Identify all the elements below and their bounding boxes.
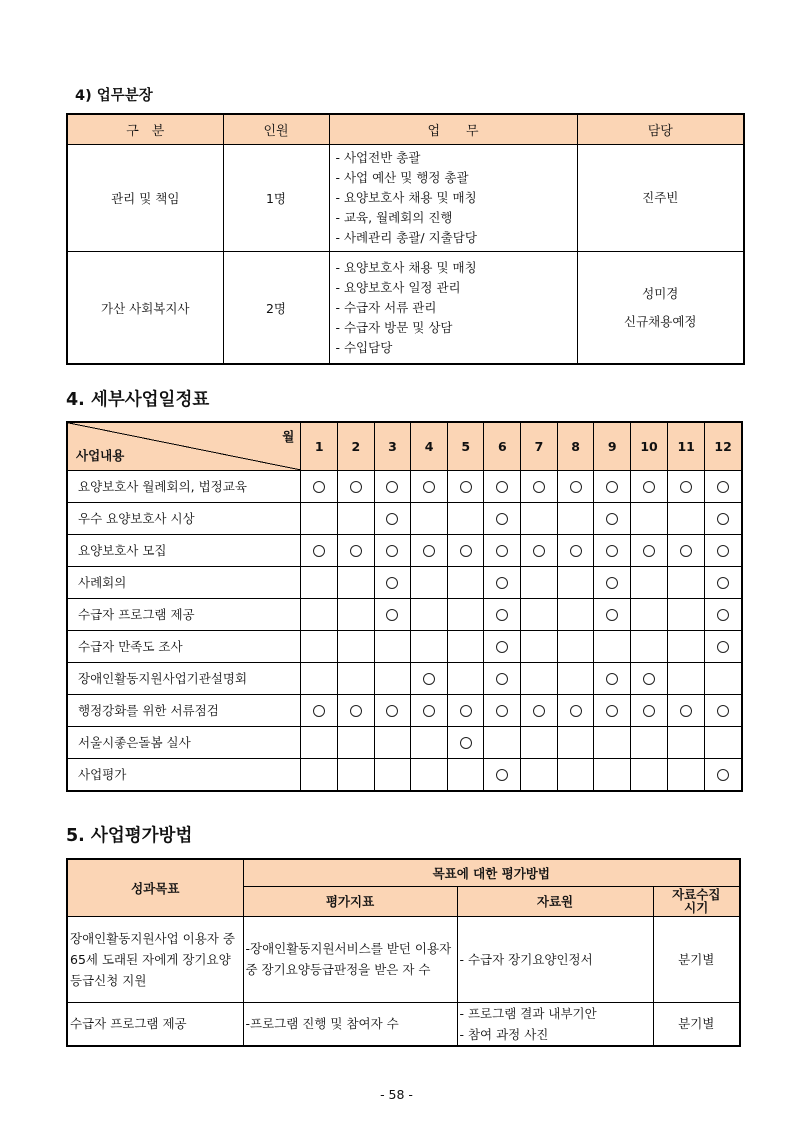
eval-row bbox=[67, 1002, 740, 1046]
month-header: 11 bbox=[668, 422, 705, 470]
schedule-month-cell bbox=[630, 502, 667, 534]
schedule-row bbox=[67, 534, 742, 566]
scheduled-mark-icon bbox=[350, 481, 362, 493]
schedule-month-cell bbox=[594, 502, 631, 534]
schedule-month-cell bbox=[447, 534, 484, 566]
month-header: 5 bbox=[447, 422, 484, 470]
duty-manager-name: 진주빈 bbox=[642, 190, 679, 205]
schedule-row bbox=[67, 566, 742, 598]
month-header: 1 bbox=[301, 422, 338, 470]
schedule-month-cell bbox=[337, 662, 374, 694]
month-header: 9 bbox=[594, 422, 631, 470]
scheduled-mark-icon bbox=[496, 513, 508, 525]
schedule-month-cell bbox=[705, 470, 742, 502]
scheduled-mark-icon bbox=[717, 513, 729, 525]
schedule-month-cell bbox=[557, 566, 594, 598]
schedule-month-cell bbox=[668, 694, 705, 726]
schedule-month-cell bbox=[374, 502, 411, 534]
schedule-row bbox=[67, 630, 742, 662]
eval-goal bbox=[67, 916, 243, 1002]
schedule-month-cell bbox=[705, 726, 742, 758]
schedule-month-cell bbox=[557, 598, 594, 630]
eval-row bbox=[67, 916, 740, 1002]
scheduled-mark-icon bbox=[423, 673, 435, 685]
schedule-month-cell bbox=[337, 694, 374, 726]
schedule-month-cell bbox=[484, 694, 521, 726]
schedule-month-cell bbox=[594, 694, 631, 726]
duty-task: - 수급자 서류 관리 bbox=[335, 299, 437, 315]
schedule-month-cell bbox=[705, 694, 742, 726]
scheduled-mark-icon bbox=[423, 545, 435, 557]
schedule-row bbox=[67, 758, 742, 791]
duty-category: 관리 및 책임 bbox=[67, 145, 223, 252]
duty-category: 가산 사회복지사 bbox=[67, 252, 223, 365]
schedule-month-cell bbox=[484, 470, 521, 502]
schedule-month-cell bbox=[411, 502, 448, 534]
schedule-month-cell bbox=[668, 598, 705, 630]
schedule-month-cell bbox=[411, 598, 448, 630]
scheduled-mark-icon bbox=[496, 545, 508, 557]
schedule-month-cell bbox=[447, 502, 484, 534]
eval-indicator-line: 중 장기요양등급판정을 받은 자 수 bbox=[245, 962, 431, 977]
month-header: 12 bbox=[705, 422, 742, 470]
schedule-month-cell bbox=[337, 630, 374, 662]
schedule-month-cell bbox=[484, 534, 521, 566]
schedule-month-cell bbox=[447, 758, 484, 791]
schedule-month-cell bbox=[594, 726, 631, 758]
duty-task: - 사업 예산 및 행정 총괄 bbox=[335, 170, 469, 185]
scheduled-mark-icon bbox=[643, 545, 655, 557]
duty-count: 1명 bbox=[223, 145, 329, 252]
schedule-month-cell bbox=[630, 630, 667, 662]
schedule-month-cell bbox=[557, 630, 594, 662]
schedule-month-cell bbox=[337, 598, 374, 630]
schedule-month-cell bbox=[374, 598, 411, 630]
schedule-month-cell bbox=[521, 758, 558, 791]
schedule-month-cell bbox=[484, 662, 521, 694]
schedule-month-cell bbox=[411, 470, 448, 502]
schedule-month-cell bbox=[337, 470, 374, 502]
schedule-month-cell bbox=[447, 662, 484, 694]
schedule-month-cell bbox=[374, 566, 411, 598]
schedule-month-cell bbox=[301, 534, 338, 566]
scheduled-mark-icon bbox=[386, 609, 398, 621]
eval-header-goal: 성과목표 bbox=[67, 859, 243, 916]
schedule-month-cell bbox=[301, 470, 338, 502]
month-header: 8 bbox=[557, 422, 594, 470]
schedule-month-cell bbox=[521, 694, 558, 726]
scheduled-mark-icon bbox=[717, 609, 729, 621]
schedule-month-cell bbox=[521, 726, 558, 758]
schedule-month-cell bbox=[594, 534, 631, 566]
scheduled-mark-icon bbox=[386, 705, 398, 717]
schedule-row bbox=[67, 662, 742, 694]
scheduled-mark-icon bbox=[496, 673, 508, 685]
eval-goal-line: 65세 도래된 자에게 장기요양 bbox=[70, 951, 231, 967]
schedule-month-cell bbox=[521, 598, 558, 630]
schedule-month-cell bbox=[374, 758, 411, 791]
schedule-body bbox=[67, 470, 742, 791]
scheduled-mark-icon bbox=[606, 545, 618, 557]
schedule-month-cell bbox=[301, 502, 338, 534]
duty-manager bbox=[577, 252, 744, 365]
scheduled-mark-icon bbox=[643, 481, 655, 493]
scheduled-mark-icon bbox=[460, 545, 472, 557]
schedule-month-cell bbox=[705, 662, 742, 694]
schedule-month-cell bbox=[301, 758, 338, 791]
schedule-month-cell bbox=[484, 630, 521, 662]
duty-manager-name: 성미경 bbox=[642, 285, 679, 301]
scheduled-mark-icon bbox=[570, 705, 582, 717]
schedule-month-cell bbox=[411, 534, 448, 566]
schedule-month-cell bbox=[374, 662, 411, 694]
eval-goal bbox=[67, 1002, 243, 1046]
schedule-month-cell bbox=[668, 662, 705, 694]
schedule-month-cell bbox=[301, 662, 338, 694]
month-header: 7 bbox=[521, 422, 558, 470]
scheduled-mark-icon bbox=[496, 481, 508, 493]
scheduled-mark-icon bbox=[717, 641, 729, 653]
schedule-month-cell bbox=[705, 598, 742, 630]
schedule-month-cell bbox=[521, 470, 558, 502]
schedule-month-cell bbox=[484, 566, 521, 598]
eval-header-source: 자료원 bbox=[457, 886, 653, 916]
scheduled-mark-icon bbox=[386, 545, 398, 557]
schedule-month-cell bbox=[521, 630, 558, 662]
schedule-month-cell bbox=[301, 630, 338, 662]
scheduled-mark-icon bbox=[717, 705, 729, 717]
duty-assignment-table bbox=[66, 113, 745, 365]
schedule-month-cell bbox=[337, 566, 374, 598]
schedule-month-cell bbox=[301, 566, 338, 598]
scheduled-mark-icon bbox=[460, 737, 472, 749]
schedule-month-cell bbox=[557, 694, 594, 726]
duty-header-row bbox=[67, 114, 744, 145]
evaluation-table bbox=[66, 858, 741, 1047]
schedule-item-name: 수급자 프로그램 제공 bbox=[67, 598, 301, 630]
schedule-month-cell bbox=[668, 534, 705, 566]
schedule-month-cell bbox=[484, 726, 521, 758]
duty-header-manager: 담당 bbox=[577, 114, 744, 145]
eval-indicator-line: -프로그램 진행 및 참여자 수 bbox=[245, 1016, 399, 1032]
schedule-month-cell bbox=[668, 566, 705, 598]
scheduled-mark-icon bbox=[496, 769, 508, 781]
schedule-month-cell bbox=[337, 758, 374, 791]
scheduled-mark-icon bbox=[496, 577, 508, 589]
schedule-month-cell bbox=[557, 758, 594, 791]
schedule-month-cell bbox=[337, 534, 374, 566]
eval-goal-line: 수급자 프로그램 제공 bbox=[70, 1016, 187, 1032]
schedule-month-cell bbox=[557, 726, 594, 758]
schedule-month-cell bbox=[301, 598, 338, 630]
scheduled-mark-icon bbox=[680, 705, 692, 717]
duty-count: 2명 bbox=[223, 252, 329, 365]
scheduled-mark-icon bbox=[717, 577, 729, 589]
scheduled-mark-icon bbox=[386, 481, 398, 493]
scheduled-mark-icon bbox=[460, 705, 472, 717]
schedule-month-cell bbox=[594, 758, 631, 791]
eval-section-heading: 5. 사업평가방법 bbox=[66, 826, 193, 846]
schedule-month-cell bbox=[411, 694, 448, 726]
scheduled-mark-icon bbox=[350, 705, 362, 717]
eval-timing: 분기별 bbox=[653, 1002, 740, 1046]
corner-project-label: 사업내용 bbox=[76, 447, 125, 463]
eval-header-indicator: 평가지표 bbox=[243, 886, 457, 916]
schedule-month-cell bbox=[484, 502, 521, 534]
schedule-month-cell bbox=[521, 566, 558, 598]
scheduled-mark-icon bbox=[533, 481, 545, 493]
scheduled-mark-icon bbox=[386, 513, 398, 525]
scheduled-mark-icon bbox=[313, 705, 325, 717]
eval-source-line: - 수급자 장기요양인정서 bbox=[459, 951, 593, 967]
schedule-month-cell bbox=[705, 630, 742, 662]
scheduled-mark-icon bbox=[533, 545, 545, 557]
scheduled-mark-icon bbox=[717, 769, 729, 781]
eval-header-timing bbox=[653, 886, 740, 916]
scheduled-mark-icon bbox=[606, 705, 618, 717]
schedule-item-name: 요양보호사 월례회의, 법정교육 bbox=[67, 470, 301, 502]
schedule-month-cell bbox=[521, 534, 558, 566]
eval-source bbox=[457, 916, 653, 1002]
schedule-month-cell bbox=[447, 694, 484, 726]
scheduled-mark-icon bbox=[606, 481, 618, 493]
schedule-month-cell bbox=[705, 502, 742, 534]
schedule-month-cell bbox=[705, 534, 742, 566]
scheduled-mark-icon bbox=[643, 705, 655, 717]
schedule-row bbox=[67, 726, 742, 758]
schedule-row bbox=[67, 470, 742, 502]
schedule-item-name: 행정강화를 위한 서류점검 bbox=[67, 694, 301, 726]
duty-task: - 요양보호사 채용 및 매칭 bbox=[335, 259, 477, 275]
schedule-item-name: 서울시좋은돌봄 실사 bbox=[67, 726, 301, 758]
schedule-month-cell bbox=[337, 726, 374, 758]
scheduled-mark-icon bbox=[350, 545, 362, 557]
duty-row bbox=[67, 145, 744, 252]
schedule-month-cell bbox=[374, 630, 411, 662]
schedule-month-cell bbox=[705, 566, 742, 598]
duty-task: - 수급자 방문 및 상담 bbox=[335, 319, 453, 335]
schedule-month-cell bbox=[374, 470, 411, 502]
schedule-item-name: 장애인활동지원사업기관설명회 bbox=[67, 662, 301, 694]
schedule-month-cell bbox=[557, 662, 594, 694]
scheduled-mark-icon bbox=[643, 673, 655, 685]
month-header: 6 bbox=[484, 422, 521, 470]
duty-task: - 사례관리 총괄/ 지출담당 bbox=[335, 230, 477, 245]
schedule-month-cell bbox=[557, 534, 594, 566]
schedule-month-cell bbox=[630, 598, 667, 630]
scheduled-mark-icon bbox=[313, 481, 325, 493]
eval-header-timing-line: 시기 bbox=[684, 900, 709, 915]
month-header: 2 bbox=[337, 422, 374, 470]
scheduled-mark-icon bbox=[717, 481, 729, 493]
eval-source-line: - 프로그램 결과 내부기안 bbox=[459, 1005, 597, 1021]
schedule-month-cell bbox=[447, 630, 484, 662]
schedule-item-name: 우수 요양보호사 시상 bbox=[67, 502, 301, 534]
schedule-month-cell bbox=[557, 470, 594, 502]
scheduled-mark-icon bbox=[680, 545, 692, 557]
schedule-month-cell bbox=[630, 534, 667, 566]
schedule-month-cell bbox=[301, 694, 338, 726]
month-header: 10 bbox=[630, 422, 667, 470]
schedule-month-cell bbox=[484, 598, 521, 630]
schedule-month-cell bbox=[374, 726, 411, 758]
duty-header-tasks: 업 무 bbox=[329, 114, 577, 145]
eval-goal-line: 장애인활동지원사업 이용자 중 bbox=[70, 930, 235, 946]
schedule-section-heading: 4. 세부사업일정표 bbox=[66, 390, 210, 410]
scheduled-mark-icon bbox=[680, 481, 692, 493]
schedule-month-cell bbox=[594, 630, 631, 662]
schedule-month-cell bbox=[557, 502, 594, 534]
scheduled-mark-icon bbox=[533, 705, 545, 717]
month-header: 3 bbox=[374, 422, 411, 470]
scheduled-mark-icon bbox=[423, 481, 435, 493]
schedule-item-name: 요양보호사 모집 bbox=[67, 534, 301, 566]
schedule-month-cell bbox=[447, 470, 484, 502]
scheduled-mark-icon bbox=[606, 577, 618, 589]
duty-row bbox=[67, 252, 744, 365]
scheduled-mark-icon bbox=[606, 609, 618, 621]
schedule-item-name: 수급자 만족도 조사 bbox=[67, 630, 301, 662]
scheduled-mark-icon bbox=[386, 577, 398, 589]
duty-header-category: 구 분 bbox=[67, 114, 223, 145]
scheduled-mark-icon bbox=[717, 545, 729, 557]
duty-header-count: 인원 bbox=[223, 114, 329, 145]
duty-section-heading: 4) 업무분장 bbox=[75, 88, 153, 104]
schedule-month-cell bbox=[668, 758, 705, 791]
schedule-month-cell bbox=[630, 726, 667, 758]
schedule-month-cell bbox=[521, 502, 558, 534]
schedule-month-cell bbox=[484, 758, 521, 791]
eval-indicator-line: -장애인활동지원서비스를 받던 이용자 bbox=[245, 941, 452, 956]
schedule-month-cell bbox=[630, 470, 667, 502]
schedule-header-row bbox=[67, 422, 742, 470]
eval-goal-line: 등급신청 지원 bbox=[70, 972, 147, 988]
duty-task: - 수입담당 bbox=[335, 339, 393, 355]
schedule-month-cell bbox=[705, 758, 742, 791]
duty-task: - 사업전반 총괄 bbox=[335, 150, 421, 165]
duty-task: - 요양보호사 채용 및 매칭 bbox=[335, 190, 477, 205]
scheduled-mark-icon bbox=[570, 545, 582, 557]
month-header: 4 bbox=[411, 422, 448, 470]
schedule-month-cell bbox=[668, 630, 705, 662]
eval-header-timing-line: 자료수집 bbox=[672, 887, 721, 902]
schedule-item-name: 사업평가 bbox=[67, 758, 301, 791]
schedule-month-cell bbox=[630, 662, 667, 694]
schedule-row bbox=[67, 598, 742, 630]
schedule-month-cell bbox=[374, 694, 411, 726]
eval-indicator bbox=[243, 916, 457, 1002]
schedule-month-cell bbox=[630, 758, 667, 791]
duty-task: - 교육, 월례회의 진행 bbox=[335, 210, 453, 225]
scheduled-mark-icon bbox=[423, 705, 435, 717]
schedule-month-cell bbox=[301, 726, 338, 758]
duty-manager-name: 신규채용예정 bbox=[624, 313, 697, 329]
schedule-month-cell bbox=[411, 726, 448, 758]
eval-header-method: 목표에 대한 평가방법 bbox=[243, 859, 740, 886]
page-number: - 58 - bbox=[380, 1087, 413, 1102]
scheduled-mark-icon bbox=[496, 609, 508, 621]
schedule-month-cell bbox=[411, 758, 448, 791]
schedule-corner-cell bbox=[67, 422, 301, 470]
eval-header-row bbox=[67, 859, 740, 886]
eval-indicator bbox=[243, 1002, 457, 1046]
eval-source bbox=[457, 1002, 653, 1046]
schedule-month-cell bbox=[337, 502, 374, 534]
duty-task: - 요양보호사 일정 관리 bbox=[335, 279, 461, 295]
duty-tasks bbox=[329, 145, 577, 252]
scheduled-mark-icon bbox=[313, 545, 325, 557]
scheduled-mark-icon bbox=[496, 705, 508, 717]
schedule-month-cell bbox=[374, 534, 411, 566]
schedule-month-cell bbox=[411, 630, 448, 662]
schedule-month-cell bbox=[668, 502, 705, 534]
schedule-month-cell bbox=[668, 470, 705, 502]
scheduled-mark-icon bbox=[496, 641, 508, 653]
schedule-month-cell bbox=[594, 598, 631, 630]
schedule-month-cell bbox=[447, 598, 484, 630]
schedule-row bbox=[67, 502, 742, 534]
schedule-month-cell bbox=[521, 662, 558, 694]
scheduled-mark-icon bbox=[460, 481, 472, 493]
scheduled-mark-icon bbox=[606, 673, 618, 685]
scheduled-mark-icon bbox=[570, 481, 582, 493]
corner-month-label: 월 bbox=[282, 429, 295, 444]
schedule-month-cell bbox=[447, 566, 484, 598]
schedule-table bbox=[66, 421, 743, 792]
scheduled-mark-icon bbox=[606, 513, 618, 525]
duty-manager bbox=[577, 145, 744, 252]
schedule-row bbox=[67, 694, 742, 726]
schedule-month-cell bbox=[411, 566, 448, 598]
schedule-month-cell bbox=[411, 662, 448, 694]
schedule-month-cell bbox=[594, 470, 631, 502]
schedule-month-cell bbox=[447, 726, 484, 758]
schedule-month-cell bbox=[594, 662, 631, 694]
schedule-month-cell bbox=[594, 566, 631, 598]
eval-source-line: - 참여 과정 사진 bbox=[459, 1026, 549, 1042]
schedule-month-cell bbox=[668, 726, 705, 758]
schedule-item-name: 사례회의 bbox=[67, 566, 301, 598]
schedule-month-cell bbox=[630, 566, 667, 598]
schedule-month-cell bbox=[630, 694, 667, 726]
duty-tasks bbox=[329, 252, 577, 365]
eval-timing: 분기별 bbox=[653, 916, 740, 1002]
